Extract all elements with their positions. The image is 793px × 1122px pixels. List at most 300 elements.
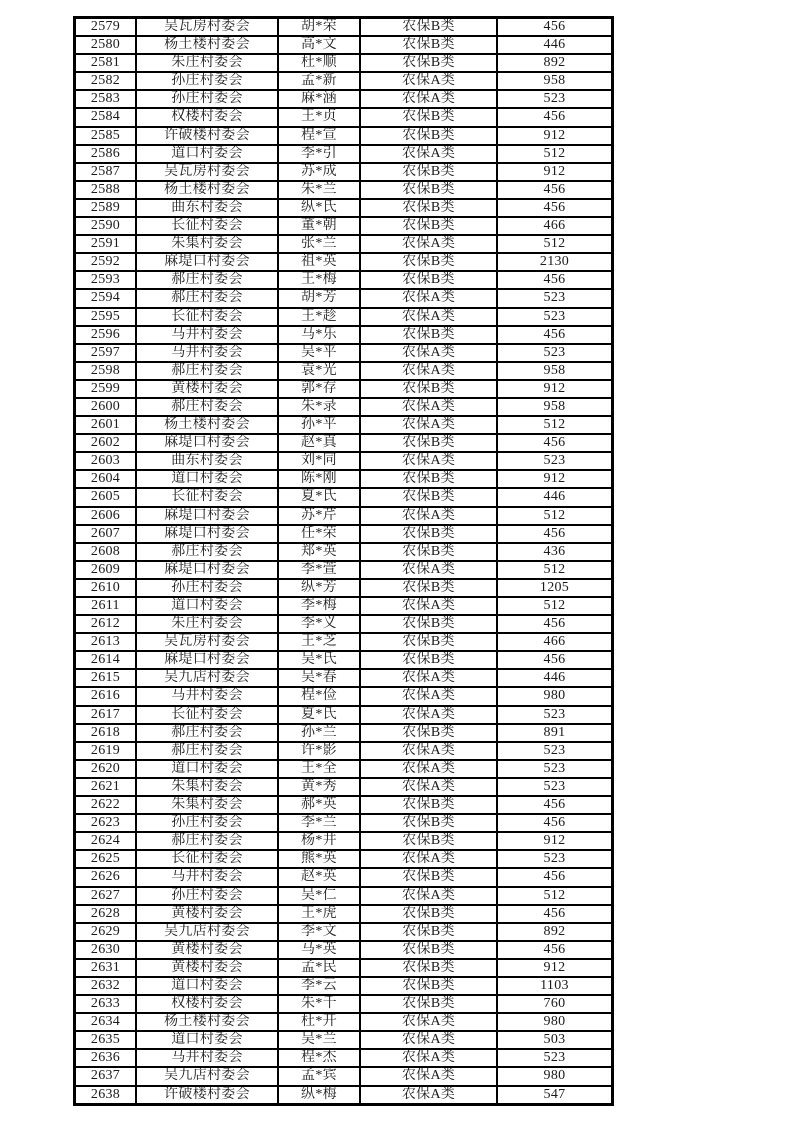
cell-amount: 446 (497, 36, 612, 54)
cell-serial-number: 2581 (75, 54, 136, 72)
cell-insurance-category: 农保A类 (360, 308, 497, 326)
cell-person-name: 王*趁 (278, 308, 360, 326)
cell-village-committee: 黄楼村委会 (136, 380, 278, 398)
cell-amount: 523 (497, 289, 612, 307)
cell-amount: 512 (497, 235, 612, 253)
cell-village-committee: 朱庄村委会 (136, 615, 278, 633)
cell-serial-number: 2592 (75, 253, 136, 271)
beneficiary-table (73, 16, 614, 1106)
cell-amount: 512 (497, 597, 612, 615)
cell-insurance-category: 农保B类 (360, 814, 497, 832)
cell-amount: 523 (497, 344, 612, 362)
cell-serial-number: 2612 (75, 615, 136, 633)
cell-insurance-category: 农保B类 (360, 941, 497, 959)
table-row (75, 452, 612, 470)
cell-village-committee: 吴瓦房村委会 (136, 633, 278, 651)
cell-amount: 466 (497, 633, 612, 651)
cell-village-committee: 吴九店村委会 (136, 669, 278, 687)
cell-amount: 456 (497, 181, 612, 199)
cell-village-committee: 郝庄村委会 (136, 362, 278, 380)
cell-village-committee: 马井村委会 (136, 687, 278, 705)
cell-serial-number: 2619 (75, 742, 136, 760)
cell-amount: 912 (497, 380, 612, 398)
cell-serial-number: 2622 (75, 796, 136, 814)
cell-person-name: 王*虎 (278, 905, 360, 923)
cell-person-name: 吴*春 (278, 669, 360, 687)
cell-serial-number: 2626 (75, 868, 136, 886)
table-row (75, 1067, 612, 1085)
cell-amount: 523 (497, 1049, 612, 1067)
cell-insurance-category: 农保B类 (360, 832, 497, 850)
cell-person-name: 郑*英 (278, 543, 360, 561)
cell-village-committee: 郝庄村委会 (136, 543, 278, 561)
cell-village-committee: 孙庄村委会 (136, 887, 278, 905)
cell-insurance-category: 农保A类 (360, 1086, 497, 1104)
cell-amount: 456 (497, 615, 612, 633)
cell-serial-number: 2618 (75, 724, 136, 742)
cell-amount: 456 (497, 199, 612, 217)
cell-person-name: 程*宣 (278, 127, 360, 145)
cell-serial-number: 2625 (75, 850, 136, 868)
cell-person-name: 高*文 (278, 36, 360, 54)
table-row (75, 633, 612, 651)
table-row (75, 868, 612, 886)
table-row (75, 217, 612, 235)
cell-insurance-category: 农保A类 (360, 687, 497, 705)
cell-serial-number: 2580 (75, 36, 136, 54)
cell-insurance-category: 农保B类 (360, 199, 497, 217)
cell-village-committee: 朱集村委会 (136, 778, 278, 796)
cell-serial-number: 2587 (75, 163, 136, 181)
cell-serial-number: 2589 (75, 199, 136, 217)
cell-serial-number: 2604 (75, 470, 136, 488)
cell-insurance-category: 农保A类 (360, 850, 497, 868)
cell-person-name: 吴*仁 (278, 887, 360, 905)
cell-person-name: 夏*氏 (278, 488, 360, 506)
cell-insurance-category: 农保A类 (360, 1049, 497, 1067)
cell-insurance-category: 农保B类 (360, 326, 497, 344)
table-row (75, 1086, 612, 1104)
cell-person-name: 赵*真 (278, 434, 360, 452)
cell-serial-number: 2631 (75, 959, 136, 977)
cell-serial-number: 2605 (75, 488, 136, 506)
cell-amount: 892 (497, 54, 612, 72)
cell-insurance-category: 农保B类 (360, 36, 497, 54)
table-row (75, 181, 612, 199)
cell-village-committee: 道口村委会 (136, 470, 278, 488)
cell-person-name: 李*梅 (278, 597, 360, 615)
cell-person-name: 程*俭 (278, 687, 360, 705)
cell-person-name: 孟*宾 (278, 1067, 360, 1085)
cell-village-committee: 马井村委会 (136, 326, 278, 344)
cell-insurance-category: 农保B类 (360, 253, 497, 271)
cell-person-name: 朱*千 (278, 995, 360, 1013)
cell-amount: 912 (497, 832, 612, 850)
cell-insurance-category: 农保B类 (360, 525, 497, 543)
cell-village-committee: 朱集村委会 (136, 235, 278, 253)
cell-amount: 456 (497, 814, 612, 832)
cell-insurance-category: 农保B类 (360, 488, 497, 506)
cell-insurance-category: 农保B类 (360, 868, 497, 886)
cell-serial-number: 2610 (75, 579, 136, 597)
cell-person-name: 郝*英 (278, 796, 360, 814)
cell-insurance-category: 农保A类 (360, 887, 497, 905)
cell-insurance-category: 农保A类 (360, 416, 497, 434)
cell-person-name: 李*云 (278, 977, 360, 995)
cell-village-committee: 郝庄村委会 (136, 271, 278, 289)
cell-insurance-category: 农保B类 (360, 977, 497, 995)
cell-serial-number: 2603 (75, 452, 136, 470)
cell-person-name: 程*杰 (278, 1049, 360, 1067)
cell-person-name: 赵*英 (278, 868, 360, 886)
table-row (75, 1013, 612, 1031)
table-row (75, 525, 612, 543)
cell-insurance-category: 农保B类 (360, 54, 497, 72)
cell-amount: 446 (497, 488, 612, 506)
cell-village-committee: 麻堤口村委会 (136, 651, 278, 669)
cell-person-name: 黄*秀 (278, 778, 360, 796)
cell-person-name: 祖*英 (278, 253, 360, 271)
cell-serial-number: 2585 (75, 127, 136, 145)
cell-insurance-category: 农保B类 (360, 18, 497, 36)
cell-person-name: 孟*民 (278, 959, 360, 977)
table-row (75, 398, 612, 416)
cell-insurance-category: 农保A类 (360, 90, 497, 108)
cell-person-name: 许*影 (278, 742, 360, 760)
cell-serial-number: 2588 (75, 181, 136, 199)
cell-insurance-category: 农保A类 (360, 145, 497, 163)
cell-person-name: 麻*涵 (278, 90, 360, 108)
cell-insurance-category: 农保B类 (360, 651, 497, 669)
cell-amount: 512 (497, 145, 612, 163)
cell-village-committee: 权楼村委会 (136, 995, 278, 1013)
table-row (75, 289, 612, 307)
cell-insurance-category: 农保B类 (360, 579, 497, 597)
cell-insurance-category: 农保B类 (360, 217, 497, 235)
cell-serial-number: 2598 (75, 362, 136, 380)
cell-village-committee: 郝庄村委会 (136, 398, 278, 416)
cell-village-committee: 马井村委会 (136, 344, 278, 362)
cell-village-committee: 朱集村委会 (136, 796, 278, 814)
cell-serial-number: 2608 (75, 543, 136, 561)
cell-amount: 912 (497, 163, 612, 181)
cell-amount: 912 (497, 470, 612, 488)
table-row (75, 271, 612, 289)
cell-amount: 456 (497, 108, 612, 126)
cell-serial-number: 2613 (75, 633, 136, 651)
cell-person-name: 刘*同 (278, 452, 360, 470)
cell-village-committee: 郝庄村委会 (136, 742, 278, 760)
cell-person-name: 纵*氏 (278, 199, 360, 217)
table-row (75, 488, 612, 506)
cell-insurance-category: 农保B类 (360, 995, 497, 1013)
cell-person-name: 李*兰 (278, 814, 360, 832)
cell-insurance-category: 农保A类 (360, 760, 497, 778)
cell-village-committee: 黄楼村委会 (136, 959, 278, 977)
cell-village-committee: 许破楼村委会 (136, 127, 278, 145)
cell-amount: 958 (497, 398, 612, 416)
cell-amount: 456 (497, 18, 612, 36)
cell-person-name: 吴*氏 (278, 651, 360, 669)
cell-person-name: 任*荣 (278, 525, 360, 543)
cell-person-name: 王*贞 (278, 108, 360, 126)
table-row (75, 995, 612, 1013)
cell-village-committee: 麻堤口村委会 (136, 253, 278, 271)
table-row (75, 199, 612, 217)
cell-serial-number: 2609 (75, 561, 136, 579)
cell-person-name: 苏*芹 (278, 507, 360, 525)
cell-village-committee: 曲东村委会 (136, 452, 278, 470)
cell-village-committee: 道口村委会 (136, 760, 278, 778)
cell-person-name: 纵*芳 (278, 579, 360, 597)
cell-insurance-category: 农保A类 (360, 507, 497, 525)
cell-village-committee: 麻堤口村委会 (136, 507, 278, 525)
cell-amount: 523 (497, 706, 612, 724)
cell-amount: 523 (497, 760, 612, 778)
cell-insurance-category: 农保A类 (360, 597, 497, 615)
table-row (75, 651, 612, 669)
table-row (75, 887, 612, 905)
table-row (75, 561, 612, 579)
cell-person-name: 吴*兰 (278, 1031, 360, 1049)
cell-amount: 523 (497, 742, 612, 760)
cell-person-name: 马*乐 (278, 326, 360, 344)
cell-village-committee: 道口村委会 (136, 977, 278, 995)
cell-village-committee: 麻堤口村委会 (136, 561, 278, 579)
cell-amount: 2130 (497, 253, 612, 271)
cell-person-name: 朱*录 (278, 398, 360, 416)
cell-village-committee: 孙庄村委会 (136, 579, 278, 597)
cell-village-committee: 马井村委会 (136, 1049, 278, 1067)
table-row (75, 796, 612, 814)
cell-serial-number: 2594 (75, 289, 136, 307)
cell-insurance-category: 农保B类 (360, 959, 497, 977)
cell-insurance-category: 农保A类 (360, 235, 497, 253)
cell-amount: 760 (497, 995, 612, 1013)
cell-village-committee: 郝庄村委会 (136, 724, 278, 742)
cell-person-name: 杜*开 (278, 1013, 360, 1031)
cell-amount: 980 (497, 1067, 612, 1085)
table-row (75, 235, 612, 253)
cell-serial-number: 2582 (75, 72, 136, 90)
cell-village-committee: 权楼村委会 (136, 108, 278, 126)
cell-insurance-category: 农保B类 (360, 905, 497, 923)
cell-amount: 523 (497, 850, 612, 868)
cell-village-committee: 马井村委会 (136, 868, 278, 886)
table-row (75, 543, 612, 561)
table-row (75, 850, 612, 868)
cell-person-name: 夏*氏 (278, 706, 360, 724)
cell-insurance-category: 农保B类 (360, 163, 497, 181)
table-row (75, 760, 612, 778)
cell-village-committee: 长征村委会 (136, 308, 278, 326)
cell-person-name: 李*义 (278, 615, 360, 633)
cell-amount: 512 (497, 416, 612, 434)
cell-person-name: 朱*兰 (278, 181, 360, 199)
cell-insurance-category: 农保A类 (360, 561, 497, 579)
table-row (75, 579, 612, 597)
cell-insurance-category: 农保B类 (360, 434, 497, 452)
table-row (75, 742, 612, 760)
cell-village-committee: 孙庄村委会 (136, 90, 278, 108)
cell-village-committee: 黄楼村委会 (136, 905, 278, 923)
cell-amount: 958 (497, 362, 612, 380)
table-row (75, 1031, 612, 1049)
table-row (75, 687, 612, 705)
cell-serial-number: 2635 (75, 1031, 136, 1049)
cell-insurance-category: 农保B类 (360, 543, 497, 561)
cell-person-name: 陈*刚 (278, 470, 360, 488)
cell-serial-number: 2617 (75, 706, 136, 724)
cell-serial-number: 2623 (75, 814, 136, 832)
cell-person-name: 胡*荣 (278, 18, 360, 36)
cell-amount: 456 (497, 271, 612, 289)
table-row (75, 814, 612, 832)
cell-person-name: 孙*兰 (278, 724, 360, 742)
cell-amount: 891 (497, 724, 612, 742)
cell-person-name: 王*全 (278, 760, 360, 778)
cell-amount: 512 (497, 561, 612, 579)
cell-person-name: 袁*光 (278, 362, 360, 380)
cell-village-committee: 吴九店村委会 (136, 1067, 278, 1085)
cell-person-name: 熊*英 (278, 850, 360, 868)
cell-serial-number: 2629 (75, 923, 136, 941)
cell-insurance-category: 农保B类 (360, 724, 497, 742)
cell-village-committee: 曲东村委会 (136, 199, 278, 217)
cell-village-committee: 郝庄村委会 (136, 289, 278, 307)
cell-amount: 456 (497, 434, 612, 452)
cell-village-committee: 郝庄村委会 (136, 832, 278, 850)
cell-amount: 912 (497, 127, 612, 145)
cell-serial-number: 2620 (75, 760, 136, 778)
table-row (75, 163, 612, 181)
cell-amount: 912 (497, 959, 612, 977)
cell-serial-number: 2621 (75, 778, 136, 796)
cell-amount: 980 (497, 687, 612, 705)
cell-amount: 456 (497, 905, 612, 923)
cell-village-committee: 长征村委会 (136, 706, 278, 724)
cell-serial-number: 2633 (75, 995, 136, 1013)
table-row (75, 326, 612, 344)
cell-serial-number: 2615 (75, 669, 136, 687)
cell-serial-number: 2616 (75, 687, 136, 705)
cell-amount: 523 (497, 90, 612, 108)
cell-insurance-category: 农保B类 (360, 380, 497, 398)
cell-serial-number: 2630 (75, 941, 136, 959)
table-row (75, 724, 612, 742)
cell-village-committee: 道口村委会 (136, 597, 278, 615)
cell-insurance-category: 农保A类 (360, 742, 497, 760)
table-row (75, 90, 612, 108)
cell-serial-number: 2600 (75, 398, 136, 416)
cell-insurance-category: 农保B类 (360, 470, 497, 488)
cell-person-name: 胡*芳 (278, 289, 360, 307)
cell-insurance-category: 农保B类 (360, 796, 497, 814)
cell-village-committee: 道口村委会 (136, 1031, 278, 1049)
cell-insurance-category: 农保A类 (360, 72, 497, 90)
cell-serial-number: 2637 (75, 1067, 136, 1085)
table-row (75, 1049, 612, 1067)
cell-person-name: 李*引 (278, 145, 360, 163)
cell-insurance-category: 农保B类 (360, 108, 497, 126)
cell-village-committee: 杨土楼村委会 (136, 181, 278, 199)
cell-insurance-category: 农保A类 (360, 362, 497, 380)
cell-amount: 523 (497, 778, 612, 796)
cell-serial-number: 2597 (75, 344, 136, 362)
cell-serial-number: 2638 (75, 1086, 136, 1104)
cell-insurance-category: 农保A类 (360, 669, 497, 687)
cell-amount: 456 (497, 651, 612, 669)
cell-village-committee: 长征村委会 (136, 217, 278, 235)
table-row (75, 706, 612, 724)
table-row (75, 36, 612, 54)
table-row (75, 669, 612, 687)
cell-person-name: 杨*井 (278, 832, 360, 850)
cell-village-committee: 许破楼村委会 (136, 1086, 278, 1104)
table-row (75, 434, 612, 452)
cell-serial-number: 2602 (75, 434, 136, 452)
table-row (75, 778, 612, 796)
cell-village-committee: 道口村委会 (136, 145, 278, 163)
cell-amount: 456 (497, 868, 612, 886)
cell-insurance-category: 农保A类 (360, 706, 497, 724)
cell-person-name: 苏*成 (278, 163, 360, 181)
table-row (75, 145, 612, 163)
cell-person-name: 王*梅 (278, 271, 360, 289)
cell-amount: 547 (497, 1086, 612, 1104)
cell-person-name: 孟*新 (278, 72, 360, 90)
cell-village-committee: 黄楼村委会 (136, 941, 278, 959)
table-row (75, 18, 612, 36)
cell-insurance-category: 农保A类 (360, 344, 497, 362)
cell-serial-number: 2591 (75, 235, 136, 253)
cell-person-name: 董*朝 (278, 217, 360, 235)
table-row (75, 308, 612, 326)
cell-serial-number: 2596 (75, 326, 136, 344)
cell-serial-number: 2624 (75, 832, 136, 850)
cell-amount: 456 (497, 941, 612, 959)
table-row (75, 905, 612, 923)
cell-amount: 503 (497, 1031, 612, 1049)
cell-village-committee: 杨土楼村委会 (136, 416, 278, 434)
cell-amount: 980 (497, 1013, 612, 1031)
cell-serial-number: 2584 (75, 108, 136, 126)
table-row (75, 127, 612, 145)
cell-village-committee: 孙庄村委会 (136, 814, 278, 832)
cell-amount: 436 (497, 543, 612, 561)
cell-person-name: 孙*平 (278, 416, 360, 434)
cell-insurance-category: 农保B类 (360, 633, 497, 651)
table-row (75, 597, 612, 615)
cell-serial-number: 2583 (75, 90, 136, 108)
cell-serial-number: 2634 (75, 1013, 136, 1031)
cell-village-committee: 长征村委会 (136, 850, 278, 868)
cell-village-committee: 吴瓦房村委会 (136, 18, 278, 36)
table-row (75, 362, 612, 380)
cell-amount: 1103 (497, 977, 612, 995)
cell-person-name: 王*芝 (278, 633, 360, 651)
cell-amount: 512 (497, 887, 612, 905)
cell-person-name: 李*萱 (278, 561, 360, 579)
table-row (75, 416, 612, 434)
cell-insurance-category: 农保A类 (360, 1031, 497, 1049)
cell-village-committee: 吴瓦房村委会 (136, 163, 278, 181)
cell-serial-number: 2636 (75, 1049, 136, 1067)
cell-insurance-category: 农保B类 (360, 181, 497, 199)
cell-insurance-category: 农保A类 (360, 1067, 497, 1085)
cell-serial-number: 2628 (75, 905, 136, 923)
cell-amount: 523 (497, 452, 612, 470)
